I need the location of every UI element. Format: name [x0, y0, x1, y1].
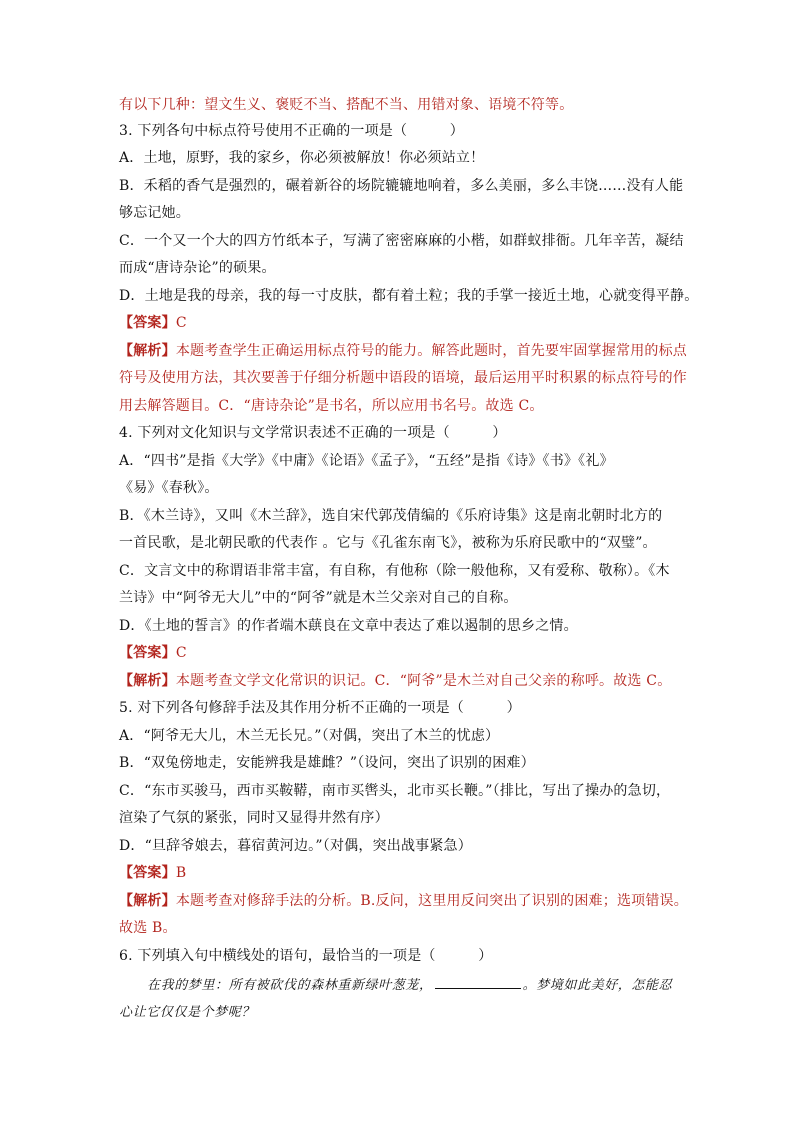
q4-option-d: D．《土地的誓言》的作者端木蕻良在文章中表达了难以遏制的思乡之情。 [119, 618, 578, 634]
q3-option-d: D．土地是我的母亲，我的每一寸皮肤，都有着土粒；我的手掌一接近土地，心就变得平静。 [119, 288, 699, 304]
q4-option-a-line2: 《易》《春秋》。 [119, 480, 219, 496]
q4-option-b-line2: 一首民歌，是北朝民歌的代表作 。它与《孔雀东南飞》，被称为乐府民歌中的“双璧”。 [119, 535, 657, 551]
q4-stem: 4. 下列对文化知识与文学常识表述不正确的一项是（ ） [119, 425, 507, 441]
q3-analysis-line1 [119, 341, 687, 361]
answer-label: 【答案】 [119, 865, 176, 881]
q4-option-b-line1: B．《木兰诗》，又叫《木兰辞》，选自宋代郭茂倩编的《乐府诗集》这是南北朝时北方的 [119, 508, 663, 524]
q5-analysis-line1 [119, 891, 688, 911]
q5-option-a: A．“阿爷无大儿，木兰无长兄。”（对偶，突出了木兰的忧虑） [119, 728, 500, 744]
intro-text: 有以下几种：望文生义、褒贬不当、搭配不当、用错对象、语境不符等。 [119, 97, 574, 113]
q3-stem: 3. 下列各句中标点符号使用不正确的一项是（ ） [119, 123, 465, 139]
analysis-label: 【解析】 [119, 343, 176, 359]
q3-option-a: A．土地，原野，我的家乡，你必须被解放！你必须站立！ [119, 150, 485, 166]
answer-value: B [175, 865, 187, 881]
answer-value: C [175, 645, 187, 661]
q5-option-c-line1: C．“东市买骏马，西市买鞍鞯，南市买辔头，北市买长鞭。”（排比，写出了操办的急切， [119, 783, 671, 799]
q5-analysis-line2: 故选 B。 [119, 920, 177, 936]
q4-option-a-line1: A．“四书”是指《大学》《中庸》《论语》《孟子》，“五经”是指《诗》《书》《礼》 [119, 453, 614, 469]
analysis-text: 本题考查对修辞手法的分析。B.反问，这里用反问突出了识别的困难；选项错误。 [175, 893, 688, 909]
fill-in-blank [435, 976, 521, 989]
q3-option-b-line2: 够忘记她。 [119, 205, 190, 221]
answer-label: 【答案】 [119, 645, 176, 661]
passage-text-after-blank: 。梦境如此美好，怎能忍 [522, 978, 673, 993]
analysis-label: 【解析】 [119, 673, 176, 689]
q4-option-c-line2: 兰诗》中“阿爷无大儿”中的“阿爷”就是木兰父亲对自己的自称。 [119, 590, 518, 606]
analysis-text: 本题考查学生正确运用标点符号的能力。解答此题时，首先要牢固掌握常用的标点 [175, 343, 688, 359]
q5-option-b: B．“双兔傍地走，安能辨我是雄雌？”（设问，突出了识别的困难） [119, 755, 535, 771]
q6-passage-line1 [147, 976, 672, 996]
q4-analysis-line1 [119, 671, 671, 691]
passage-text-before-blank: 在我的梦里：所有被砍伐的森林重新绿叶葱茏， [147, 978, 433, 993]
analysis-label: 【解析】 [119, 893, 176, 909]
q5-option-d: D．“旦辞爷娘去，暮宿黄河边。”（对偶，突出战事紧急） [119, 838, 472, 854]
q6-passage-line2: 心让它仅仅是个梦呢？ [119, 1005, 256, 1020]
q3-option-c-line1: C．一个又一个大的四方竹纸本子，写满了密密麻麻的小楷，如群蚁排衙。几年辛苦，凝结 [119, 233, 684, 249]
q6-stem: 6. 下列填入句中横线处的语句，最恰当的一项是（ ） [119, 948, 493, 964]
q3-option-b-line1: B．禾稻的香气是强烈的，碾着新谷的场院辘辘地响着，多么美丽，多么丰饶……没有人能 [119, 178, 684, 194]
q4-answer [119, 643, 187, 663]
q5-stem: 5. 对下列各句修辞手法及其作用分析不正确的一项是（ ） [119, 700, 521, 716]
answer-value: C [175, 315, 187, 331]
q5-answer [119, 863, 186, 883]
q3-option-c-line2: 而成“唐诗杂论”的硕果。 [119, 260, 276, 276]
q3-analysis-line3: 用去解答题目。C．“唐诗杂论”是书名，所以应用书名号。故选 C。 [119, 398, 544, 414]
q5-option-c-line2: 渲染了气氛的紧张，同时又显得井然有序） [119, 810, 389, 826]
q4-option-c-line1: C．文言文中的称谓语非常丰富，有自称，有他称（除一般他称，又有爱称、敬称）。《木 [119, 563, 670, 579]
q3-answer [119, 313, 187, 333]
analysis-text: 本题考查文学文化常识的识记。C．“阿爷”是木兰对自己父亲的称呼。故选 C。 [175, 673, 672, 689]
answer-label: 【答案】 [119, 315, 176, 331]
q3-analysis-line2: 符号及使用方法，其次要善于仔细分析题中语段的语境，最后运用平时积累的标点符号的作 [119, 370, 687, 386]
